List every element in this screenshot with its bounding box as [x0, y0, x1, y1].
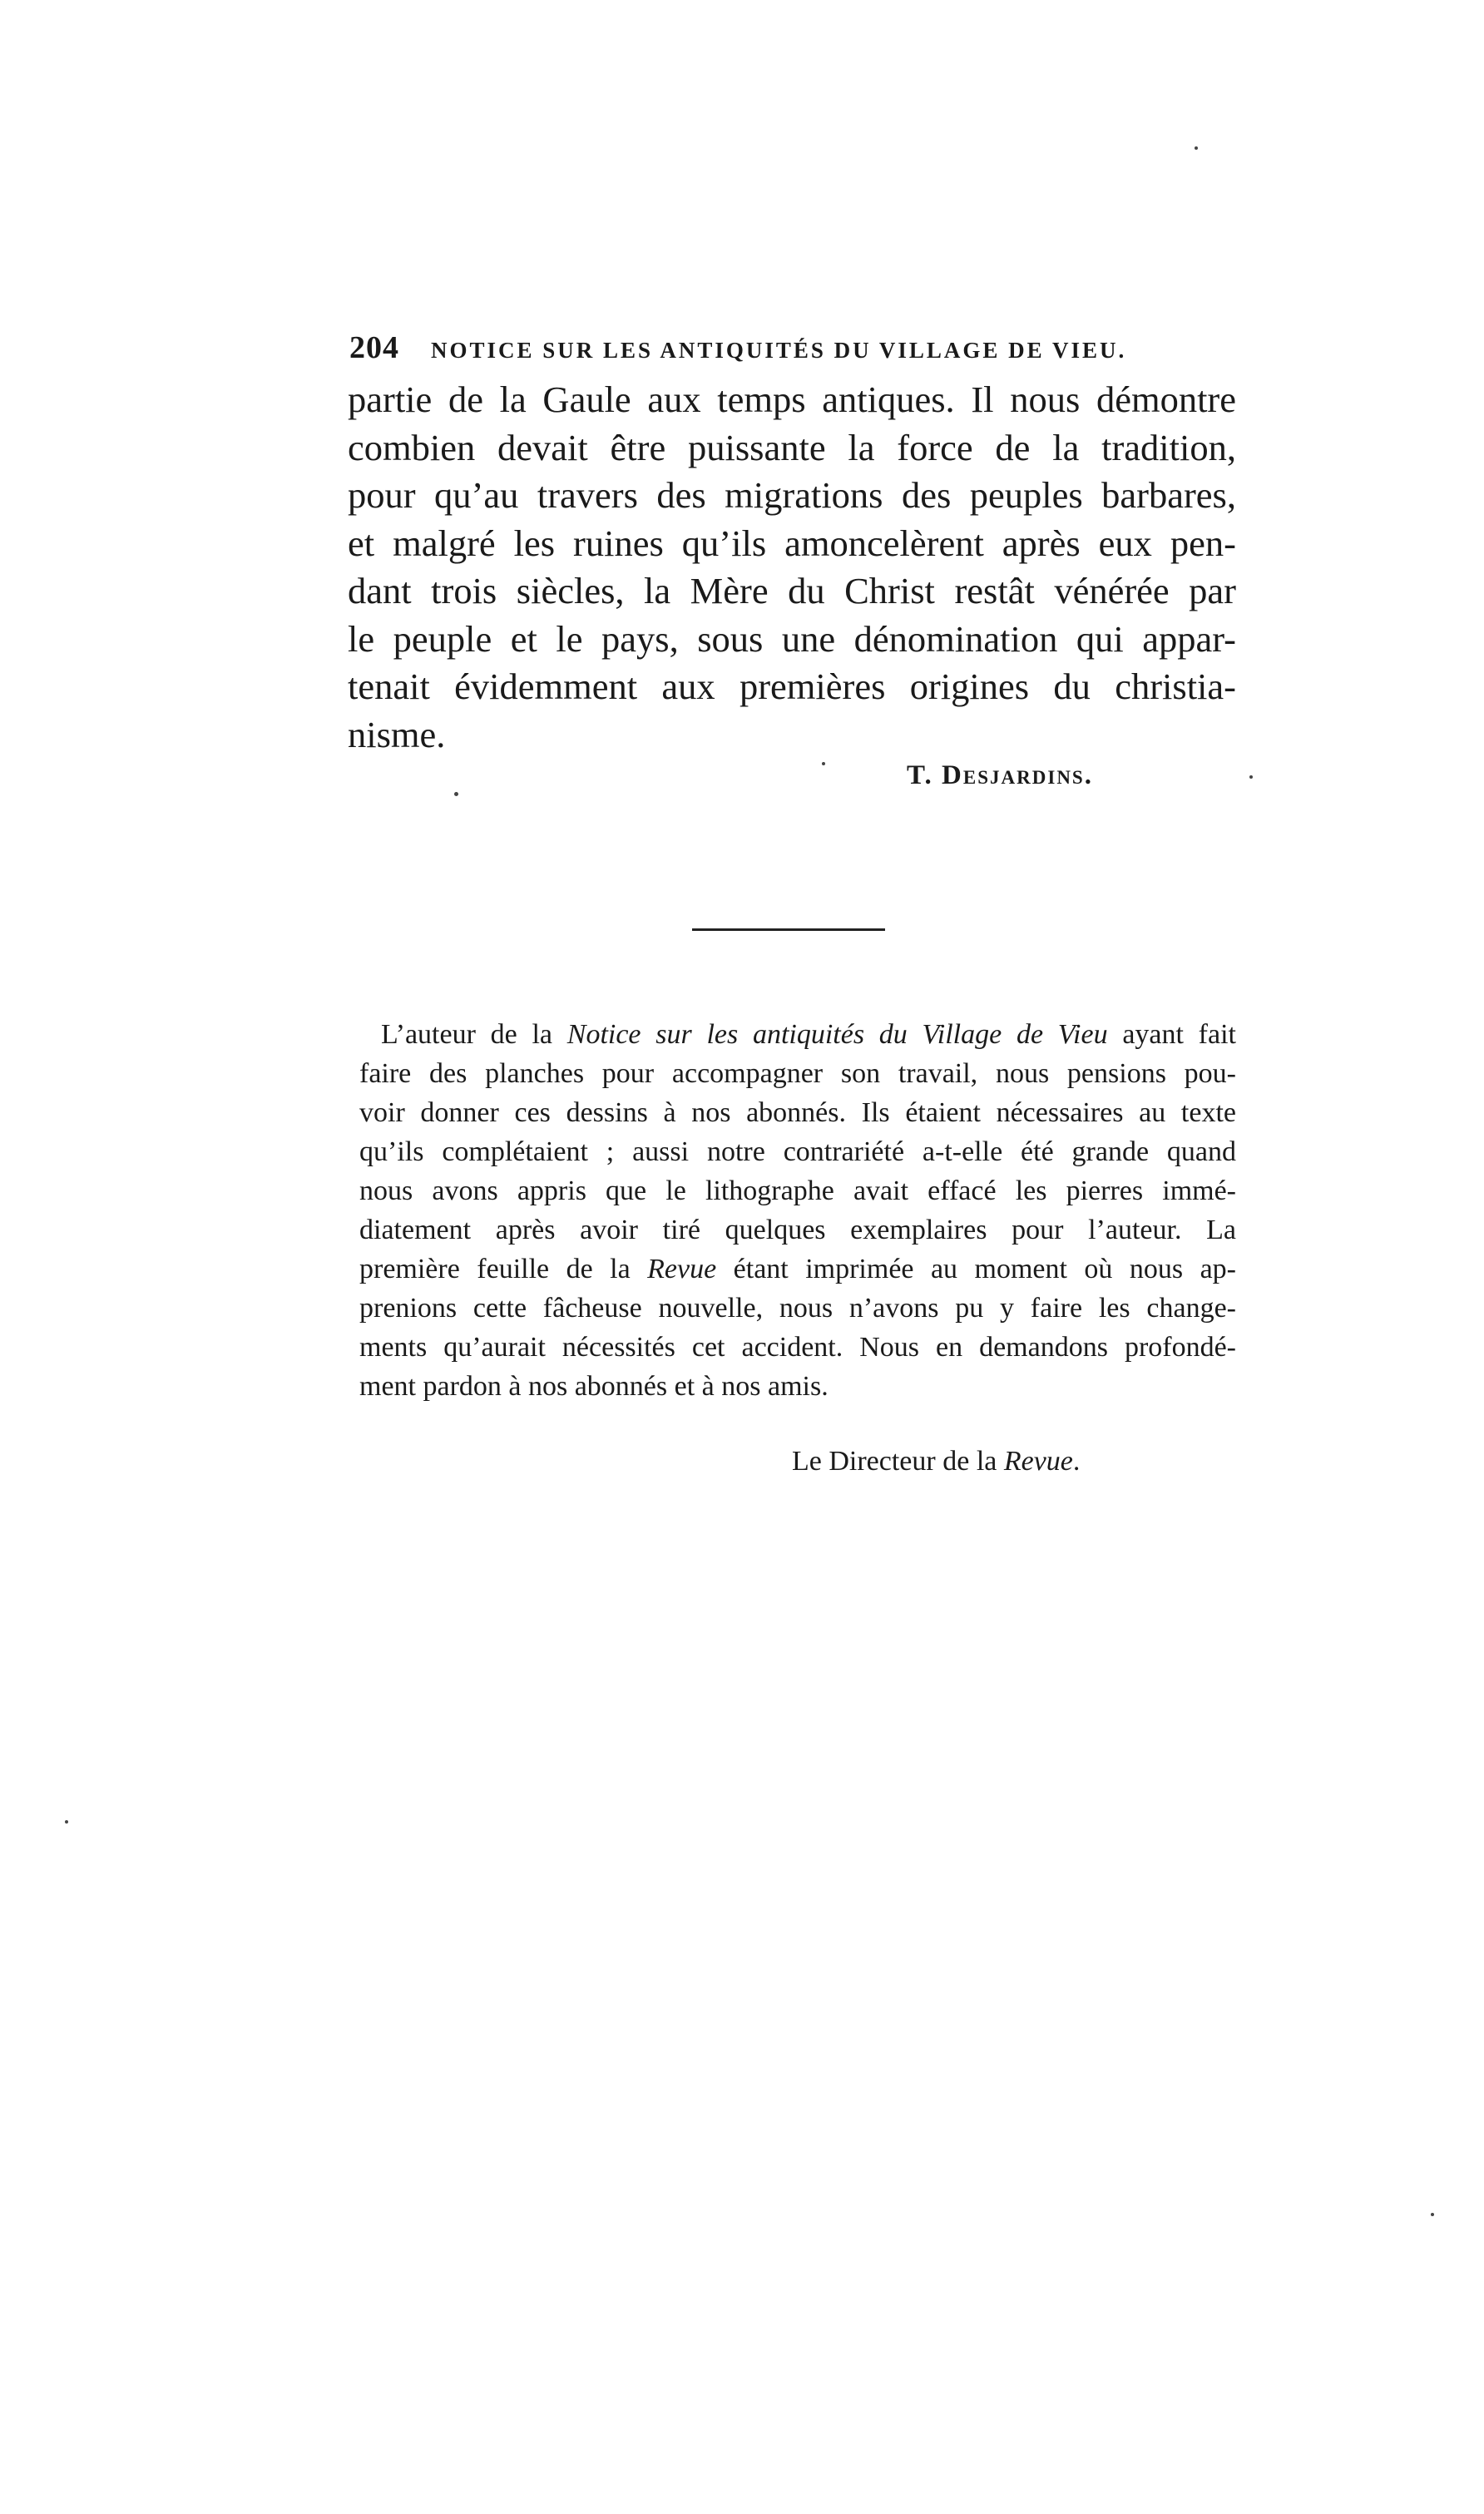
note-text: première feuille de la [359, 1254, 648, 1284]
page-number: 204 [349, 330, 399, 365]
note-line: prenions cette fâcheuse nouvelle, nous n’avons pu y faire les change- [359, 1293, 1236, 1324]
note-line: ment pardon à nos abonnés et à nos amis. [359, 1371, 829, 1402]
scan-speck [1431, 2213, 1434, 2216]
scan-speck [1249, 775, 1253, 779]
note-text: L’auteur de la [381, 1019, 567, 1050]
note-text: ayant fait [1107, 1019, 1236, 1050]
body-line: combien devait être puissante la force de la tradition, [348, 426, 1236, 468]
scan-speck [65, 1820, 68, 1824]
running-header [349, 329, 1148, 371]
body-line: dant trois siècles, la Mère du Christ restât vénérée par [348, 570, 1236, 611]
body-line: partie de la Gaule aux temps antiques. Il nous démontre [348, 379, 1236, 420]
body-line: et malgré les ruines qu’ils amoncelèrent après eux pen- [348, 522, 1236, 564]
note-line: nous avons appris que le lithographe avait effacé les pierres immé- [359, 1175, 1236, 1206]
scan-speck [454, 792, 458, 796]
note-text: étant imprimée au moment où nous ap- [716, 1254, 1237, 1284]
running-title: NOTICE SUR LES ANTIQUITÉS DU VILLAGE DE VIEU. [431, 338, 1127, 363]
body-line: pour qu’au travers des migrations des peuples barbares, [348, 474, 1236, 516]
revue-title: Revue [647, 1254, 717, 1284]
note-line: diatement après avoir tiré quelques exemplaires pour l’auteur. La [359, 1215, 1236, 1245]
director-text: . [1072, 1446, 1081, 1477]
scan-speck [822, 762, 825, 765]
note-line [359, 1250, 1236, 1289]
director-revue-title: Revue [1003, 1446, 1073, 1477]
section-divider-rule [692, 928, 885, 931]
article-conclusion [348, 376, 1236, 759]
body-line: nisme. [348, 713, 446, 755]
note-line: voir donner ces dessins à nos abonnés. Ils étaient nécessaires au texte [359, 1097, 1236, 1128]
director-text: Le Directeur de la [792, 1446, 1004, 1477]
body-line: le peuple et le pays, sous une dénomination qui appar- [348, 617, 1236, 660]
signature-surname: esjardins. [962, 760, 1093, 790]
editorial-note [359, 1015, 1236, 1406]
note-line: faire des planches pour accompagner son travail, nous pensions pou- [359, 1058, 1236, 1089]
author-signature [907, 760, 1239, 791]
note-line: ments qu’aurait nécessités cet accident. Nous en demandons profondé- [359, 1332, 1236, 1363]
body-line: tenait évidemment aux premières origines du christia- [348, 666, 1236, 707]
director-signature [792, 1446, 1080, 1477]
signature-initial: T. D [907, 760, 963, 790]
notice-title: Notice sur les antiquités du Village de Vieu [566, 1019, 1108, 1050]
scan-speck [1195, 146, 1198, 150]
note-line [359, 1015, 1236, 1054]
note-line: qu’ils complétaient ; aussi notre contrariété a-t-elle été grande quand [359, 1136, 1236, 1167]
